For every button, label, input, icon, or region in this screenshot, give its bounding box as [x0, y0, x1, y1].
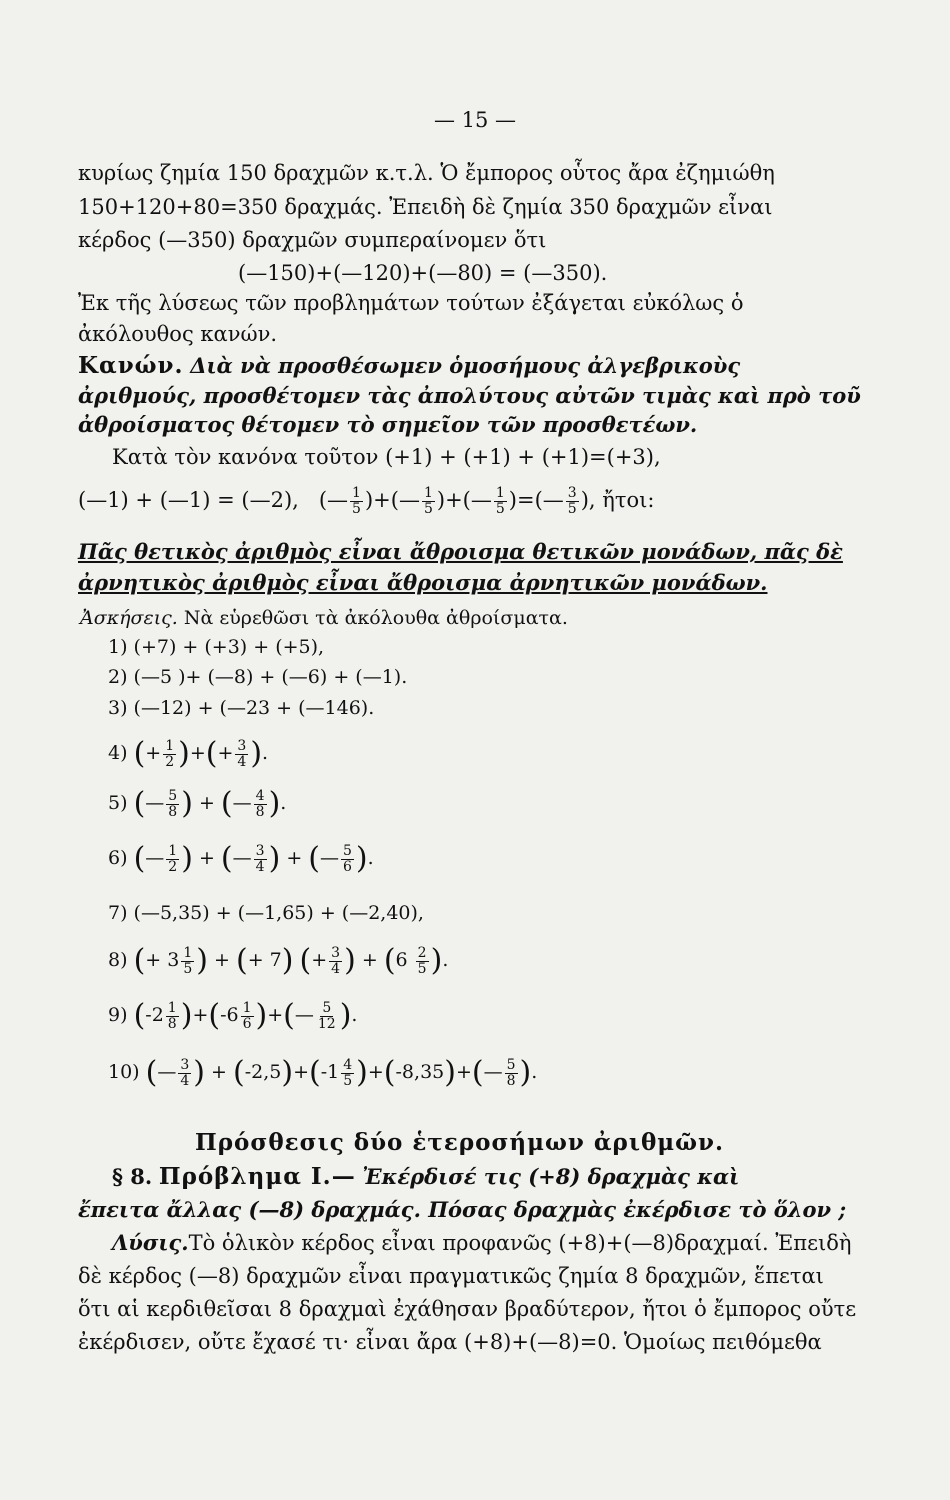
text-line: ἀκόλουθος κανών.	[78, 322, 278, 346]
exercise-1: 1) (+7) + (+3) + (+5),	[108, 636, 325, 658]
fraction: $\frac{1}{5}$	[423, 485, 433, 517]
text-line: Κατὰ τὸν κανόνα τοῦτον (+1) + (+1) + (+1)=(+3),	[112, 445, 661, 469]
rule-line-1	[78, 351, 740, 381]
problem-label: Πρόβλημα Ι.—	[158, 1163, 356, 1190]
fraction: $\frac{3}{5}$	[567, 485, 577, 517]
rule-text: Διὰ νὰ προσθέσωμεν ὁμοσήμους ἀλγεβρικοὺς	[190, 353, 741, 378]
exercise-2: 2) (—5 )+ (—8) + (—6) + (—1).	[108, 666, 408, 688]
equation-line: (—150)+(—120)+(—80) = (—350).	[238, 261, 608, 285]
rule-line-3: ἀθροίσματος θέτομεν τὸ σημεῖον τῶν προσθετέων.	[78, 412, 698, 437]
solution-line-3: ὅτι αἱ κερδιθεῖσαι 8 δραχμαὶ ἐχάθησαν βραδύτερον, ἤτοι ὁ ἔμπορος οὔτε	[78, 1297, 857, 1321]
problem-line-2: ἔπειτα ἄλλας (—8) δραχμάς. Πόσας δραχμὰς ἐκέρδισε τὸ ὅλον ;	[78, 1197, 847, 1222]
page-number: — 15 —	[433, 108, 517, 132]
fraction: $\frac{1}{5}$	[495, 485, 505, 517]
fraction-equation-line: (—1) + (—1) = (—2), (— $\frac{1}{5}$ )+(— $\frac{1}{5}$ )+(— $\frac{1}{5}$ )=(— $\frac{3}{5}$ ), ἤτοι:	[78, 485, 655, 517]
text-line: κυρίως ζημία 150 δραχμῶν κ.τ.λ. Ὁ ἔμπορος οὗτος ἄρα ἐζημιώθη	[78, 161, 775, 185]
solution-line-4: ἐκέρδισεν, οὔτε ἔχασέ τι· εἶναι ἄρα (+8)+(—8)=0. Ὁμοίως πειθόμεθα	[78, 1330, 822, 1354]
rule-label: Κανών.	[78, 352, 184, 379]
emphasis-line-1: Πᾶς θετικὸς ἀριθμὸς εἶναι ἄθροισμα θετικῶν μονάδων, πᾶς δὲ	[78, 539, 843, 564]
exercise-4: 4) (+ $\frac{1}{2}$ )+(+ $\frac{3}{4}$ ).	[108, 736, 269, 771]
rule-line-2: ἀριθμούς, προσθέτομεν τὰς ἀπολύτους αὐτῶν τιμὰς καὶ πρὸ τοῦ	[78, 383, 861, 408]
text-line: κέρδος (—350) δραχμῶν συμπεραίνομεν ὅτι	[78, 228, 547, 252]
solution-label: Λύσις.	[112, 1230, 189, 1255]
exercise-9: 9) (-2 $\frac{1}{8}$ )+(-6 $\frac{1}{6}$ )+(— $\frac{5}{12}$ ).	[108, 998, 358, 1033]
problem-line-1: § 8. Πρόβλημα Ι.— Ἐκέρδισέ τις (+8) δραχμὰς καὶ	[112, 1163, 740, 1190]
emphasis-line-2: ἀρνητικὸς ἀριθμὸς εἶναι ἄθροισμα ἀρνητικῶν μονάδων.	[78, 570, 768, 595]
fraction: $\frac{1}{5}$	[352, 485, 361, 517]
solution-line-2: δὲ κέρδος (—8) δραχμῶν εἶναι πραγματικῶς ζημία 8 δραχμῶν, ἕπεται	[78, 1264, 824, 1288]
solution-line-1: Λύσις.Τὸ ὁλικὸν κέρδος εἶναι προφανῶς (+8)+(—8)δραχμαί. Ἐπειδὴ	[112, 1230, 852, 1255]
exercise-5: 5) (— $\frac{5}{8}$ ) + (— $\frac{4}{8}$ ).	[108, 786, 287, 821]
exercise-3: 3) (—12) + (—23 + (—146).	[108, 697, 375, 719]
exercise-7: 7) (—5,35) + (—1,65) + (—2,40),	[108, 902, 424, 924]
exercise-6: 6) (— $\frac{1}{2}$ ) + (— $\frac{3}{4}$ ) + (— $\frac{5}{6}$ ).	[108, 841, 374, 876]
text-line: 150+120+80=350 δραχμάς. Ἐπειδὴ δὲ ζημία 350 δραχμῶν εἶναι	[78, 195, 773, 219]
exercises-intro: Ἀσκήσεις. Νὰ εὑρεθῶσι τὰ ἀκόλουθα ἀθροίσματα.	[80, 607, 568, 629]
exercise-8: 8) (+ 3 $\frac{1}{5}$ ) + (+ 7) (+ $\frac{3}{4}$ ) + (6 $\frac{2}{5}$ ).	[108, 943, 449, 978]
section-title: Πρόσθεσις δύο ἑτεροσήμων ἀριθμῶν.	[195, 1129, 725, 1156]
exercises-label: Ἀσκήσεις.	[80, 607, 178, 629]
exercise-10: 10) (— $\frac{3}{4}$ ) + (-2,5)+(-1 $\frac{4}{5}$ )+(-8,35)+(— $\frac{5}{8}$ ).	[108, 1055, 538, 1090]
equation-part: (—1) + (—1) = (—2),	[78, 488, 299, 512]
hence-word: ἤτοι:	[602, 488, 655, 512]
text-line: Ἐκ τῆς λύσεως τῶν προβλημάτων τούτων ἐξάγεται εὐκόλως ὁ	[78, 291, 744, 315]
